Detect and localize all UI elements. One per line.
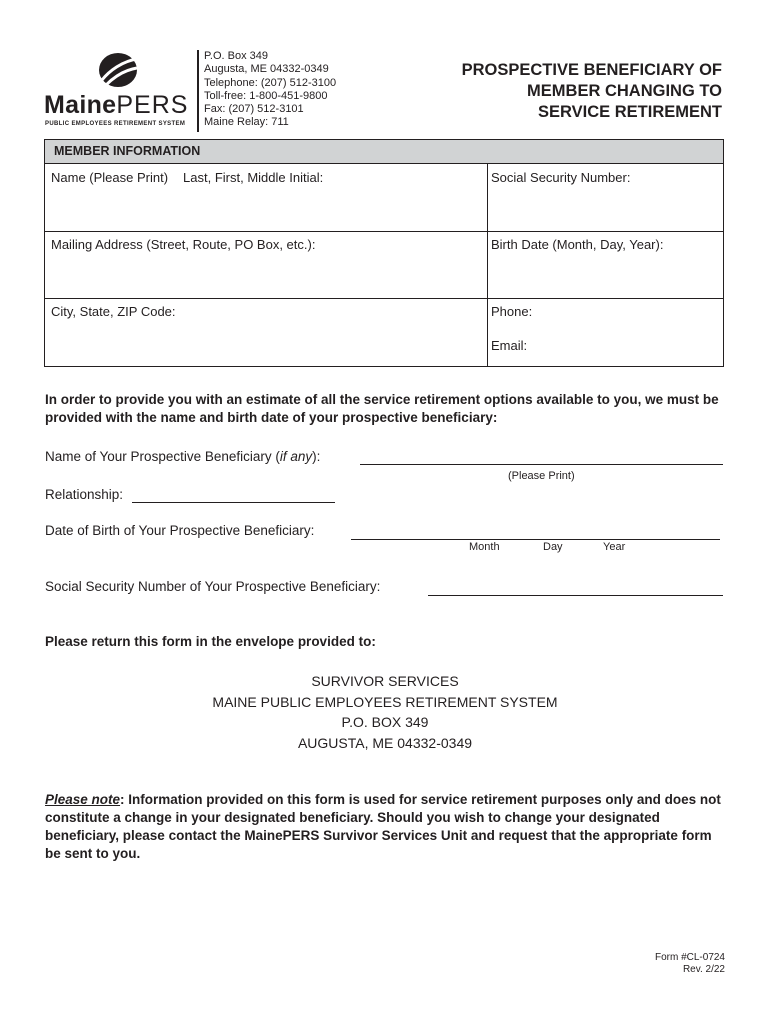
mailing-address-line: P.O. BOX 349 xyxy=(341,714,429,730)
relationship-input[interactable] xyxy=(132,502,335,503)
logo-word-maine: Maine xyxy=(44,91,117,119)
beneficiary-name-input[interactable] xyxy=(360,464,723,465)
please-note-text: : Information provided on this form is used for service retirement purposes only and does not constitute a change in your designated beneficiary. Should you wish to change your designated beneficiary, please contact the MainePERS Survivor Services Unit and request that the appropriate form be sent to you. xyxy=(45,792,721,861)
title-line: MEMBER CHANGING TO xyxy=(527,82,722,100)
return-mailing-address xyxy=(0,671,770,753)
logo-subtitle: PUBLIC EMPLOYEES RETIREMENT SYSTEM xyxy=(45,121,186,127)
address-line: P.O. Box 349 xyxy=(204,50,269,62)
member-information-heading: MEMBER INFORMATION xyxy=(45,140,723,164)
email-label: Email: xyxy=(491,338,528,353)
address-line: Augusta, ME 04332-0349 xyxy=(204,63,329,76)
address-divider xyxy=(197,50,199,132)
birth-date-field[interactable] xyxy=(491,237,663,252)
dob-month-hint: Month xyxy=(469,541,500,553)
mailing-address-line: SURVIVOR SERVICES xyxy=(311,673,459,689)
relationship-label: Relationship: xyxy=(45,487,124,502)
please-note-paragraph xyxy=(45,791,729,863)
title-line: SERVICE RETIREMENT xyxy=(538,103,722,121)
address-line: Telephone: (207) 512-3100 xyxy=(204,76,337,89)
beneficiary-name-label-end: ): xyxy=(312,449,321,464)
phone-label: Phone: xyxy=(491,304,533,319)
address-block xyxy=(204,50,336,130)
address-line: Toll-free: 1-800-451-9800 xyxy=(204,89,328,102)
birth-date-label: Birth Date (Month, Day, Year): xyxy=(491,237,664,252)
intro-paragraph: In order to provide you with an estimate of all the service retirement options available to you, we must be provided with the name and birth date of your prospective beneficiary: xyxy=(45,392,719,425)
member-name-label: Name (Please Print) xyxy=(51,170,169,185)
return-instructions: Please return this form in the envelope provided to: xyxy=(45,634,376,649)
member-information-table xyxy=(44,139,724,367)
dob-year-hint: Year xyxy=(603,541,626,553)
form-number: Form #CL-0724 xyxy=(654,952,725,963)
member-ssn-field[interactable] xyxy=(491,170,630,185)
dob-day-hint: Day xyxy=(543,541,563,553)
city-state-zip-field[interactable] xyxy=(51,304,176,319)
please-print-hint: (Please Print) xyxy=(508,470,575,482)
member-name-sub-label: Last, First, Middle Initial: xyxy=(183,170,324,185)
beneficiary-name-label xyxy=(45,449,320,464)
member-ssn-label: Social Security Number: xyxy=(491,170,631,185)
mailing-address-label: Mailing Address (Street, Route, PO Box, etc.): xyxy=(51,237,316,252)
form-title xyxy=(402,60,722,123)
please-note-label: Please note xyxy=(45,792,121,807)
beneficiary-dob-label: Date of Birth of Your Prospective Beneficiary: xyxy=(45,523,315,538)
beneficiary-name-label-italic: if any xyxy=(279,449,313,464)
form-number-block xyxy=(655,952,725,976)
mailing-address-field[interactable] xyxy=(51,237,315,252)
mailing-address-line: AUGUSTA, ME 04332-0349 xyxy=(297,734,473,751)
logo-wordmark xyxy=(44,91,188,120)
beneficiary-name-label-text: Name of Your Prospective Beneficiary ( xyxy=(45,449,280,464)
address-line: Fax: (207) 512-3101 xyxy=(204,103,304,116)
address-line: Maine Relay: 711 xyxy=(204,116,289,129)
member-name-field[interactable] xyxy=(51,170,323,185)
phone-field[interactable] xyxy=(491,304,532,319)
leaf-mark-icon xyxy=(96,50,140,90)
table-row-divider xyxy=(45,231,723,232)
table-row-divider xyxy=(45,298,723,299)
table-divider xyxy=(487,164,488,366)
beneficiary-dob-input[interactable] xyxy=(351,539,720,540)
form-revision: Rev. 2/22 xyxy=(682,964,725,975)
city-state-zip-label: City, State, ZIP Code: xyxy=(51,304,176,319)
email-field[interactable] xyxy=(491,338,527,353)
beneficiary-ssn-input[interactable] xyxy=(428,595,723,596)
logo-word-pers: PERS xyxy=(116,91,189,119)
beneficiary-ssn-label: Social Security Number of Your Prospective Beneficiary: xyxy=(45,579,381,594)
mailing-address-line: MAINE PUBLIC EMPLOYEES RETIREMENT SYSTEM xyxy=(212,693,558,710)
title-line: PROSPECTIVE BENEFICIARY OF xyxy=(461,61,722,79)
mainepers-logo xyxy=(44,50,194,132)
